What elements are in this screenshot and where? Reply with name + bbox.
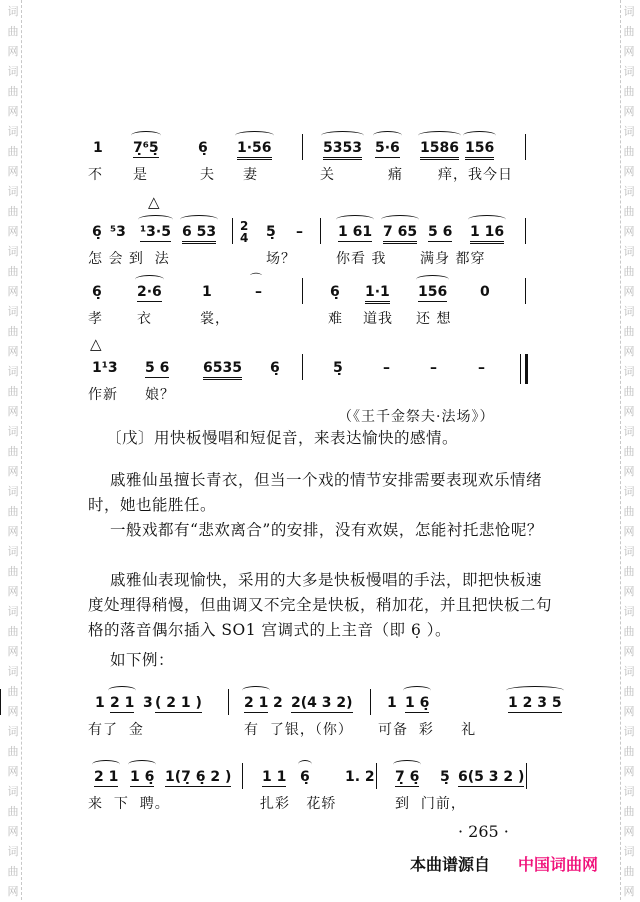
note-group: 1. 2 [345,769,375,785]
bar-line [376,763,377,789]
watermark-text: 词 曲 网 [623,665,635,718]
watermark-text: 词 曲 网 [623,485,635,538]
note-group: 7̣⁶5̣ [133,140,159,156]
note-group: 3 [143,695,153,711]
watermark-text: 词 曲 网 [623,5,635,58]
note-group: ⁵3 [110,224,126,240]
lyric-text: 场？ [266,251,296,267]
lyric-text: 关 [320,167,335,183]
bar-line [242,763,243,789]
note-group: 1 6̣ [405,695,430,711]
note-group: 156 [465,140,494,160]
note-group: – [255,284,262,300]
watermark-text: 词 曲 网 [623,185,635,238]
lyric-text: 是 [133,167,148,183]
note-group: 2 1 [110,695,135,711]
watermark-text: 词 曲 网 [7,125,19,178]
watermark-text: 词 曲 网 [623,125,635,178]
paragraph: 一般戏都有“悲欢离合”的安排，没有欢娱，怎能衬托悲怆呢？ [110,521,543,539]
watermark-text: 词 曲 网 [7,5,19,58]
paragraph: 〔戊〕用快板慢唱和短促音，来表达愉快的感情。 [106,429,459,447]
note-group: – [296,224,303,240]
watermark-text: 词 曲 网 [7,425,19,478]
lyric-text: 娘？ [145,387,175,403]
bar-line [302,134,303,160]
bar-line [526,763,527,789]
paragraph: 如下例： [110,651,175,669]
watermark-text: 词 曲 网 [7,605,19,658]
lyric-text: 来 下 聘。 [88,796,170,812]
note-group: 2 4 [240,219,249,245]
note-group: 1 2 3 5 [508,695,562,711]
note-group: – [478,360,485,376]
watermark-text: 词 曲 网 [623,845,635,898]
footer-site-link[interactable]: 中国词曲网 [518,855,599,874]
bar-line [370,689,371,715]
note-group: 5·6 [375,140,400,156]
note-group: 6(5 3 2 ) [458,769,525,785]
lyric-text: 道我 [363,311,393,327]
lyric-text: 有了 金 [88,722,144,738]
watermark-text: 词 曲 网 [623,785,635,838]
bar-line [525,218,526,244]
note-group: 6̣ [198,140,208,156]
note-group: 1(7̣ 6̣ 2 ) [165,769,232,785]
note-group: – [383,360,390,376]
lyric-text: 到 门前， [395,796,466,812]
lyric-text: 裳， [200,311,230,327]
watermark-text: 词 曲 网 [7,485,19,538]
lyric-text: 痛 [388,167,403,183]
watermark-text: 词 曲 网 [623,365,635,418]
footer-prefix: 本曲谱源自 [410,855,491,874]
bar-line [525,134,526,160]
bar-line [302,278,303,304]
note-group: – [430,360,437,376]
triangle-mark-icon: △ [90,335,102,353]
watermark-text: 词 曲 网 [7,185,19,238]
lyric-text: 难 [328,311,343,327]
note-group: 1 [95,695,105,711]
paragraph: 戚雅仙表现愉快，采用的大多是快板慢唱的手法，即把快板速度处理得稍慢，但曲调又不完全是快板，稍加花，并且把快板二句格的落音偶尔插入 SO1 宫调式的上主音（即 6̣ ）。 [88,571,553,639]
watermark-text: 词 曲 网 [7,305,19,358]
bar-line [525,278,526,304]
watermark-text: 词 曲 网 [7,665,19,718]
note-group: 5 6 [145,360,170,376]
note-group: 6 53 [182,224,216,244]
bar-line [232,218,233,244]
watermark-text: 词 曲 网 [7,545,19,598]
note-group: 1 [93,140,103,156]
note-group: 6̣ [300,769,310,785]
source-citation: （《王千金祭夫·法场》） [338,409,495,425]
lyric-text: 你看 我 [336,251,387,267]
note-group: 1·1 [365,284,390,304]
lyric-text: 有 了银，（你） [244,722,353,738]
note-group: 156 [418,284,448,300]
note-group: 1¹3 [92,360,118,376]
note-group: 5 6 [428,224,453,240]
watermark-text: 词 曲 网 [7,245,19,298]
watermark-text: 词 曲 网 [7,785,19,838]
note-group: 2(4 3 2) [291,695,353,711]
bar-line [320,218,321,244]
page-number: · 265 · [458,822,509,841]
note-group: 5353 [323,140,362,160]
note-group: 7 65 [383,224,417,244]
note-group: 1 [387,695,397,711]
lyric-text: 还 想 [416,311,452,327]
note-group: 5̣ [440,769,450,785]
note-group: 2 1 [94,769,119,785]
watermark-text: 词 曲 网 [623,245,635,298]
watermark-text: 词 曲 网 [623,65,635,118]
bar-line [228,689,229,715]
watermark-text: 词 曲 网 [623,305,635,358]
watermark-text: 词 曲 网 [623,545,635,598]
note-group: 2·6 [137,284,162,300]
lyric-text: 痒，我今日 [438,167,513,183]
lyric-text: 可备 彩 礼 [378,722,477,738]
note-group: 6535 [203,360,242,380]
lyric-text: 怎 会 到 法 [88,251,170,267]
lyric-text: 孝 [88,311,103,327]
note-group: ¹3·5 [140,224,171,240]
watermark-text: 词 曲 网 [7,365,19,418]
bar-line [0,689,1,715]
watermark-text: 词 曲 网 [623,425,635,478]
note-group: 1 61 [338,224,373,240]
lyric-text: 作新 [88,387,118,403]
watermark-text: 词 曲 网 [7,725,19,778]
note-group: 1 [202,284,212,300]
lyric-text: 妻 [243,167,258,183]
note-group: 6̣ [92,284,102,300]
note-group: 1 6̣ [130,769,155,785]
margin-divider-left [21,0,22,900]
note-group: 5̣ [333,360,343,376]
note-group: 0 [480,284,490,300]
watermark-text: 词 曲 网 [623,605,635,658]
watermark-text: 词 曲 网 [7,845,19,898]
note-group: 6̣ [270,360,280,376]
double-bar-line [520,354,528,384]
paragraph: 戚雅仙虽擅长青衣，但当一个戏的情节安排需要表现欢乐情绪时，她也能胜任。 [88,471,543,514]
lyric-text: 满身 都穿 [420,251,486,267]
fermata-icon: ⌒ [250,272,263,286]
lyric-text: 夫 [200,167,215,183]
note-group: 1·56 [237,140,272,160]
note-group: 1 16 [470,224,504,244]
watermark-text: 词 曲 网 [7,65,19,118]
note-group: 1586 [420,140,459,160]
note-group: 6̣ [330,284,340,300]
note-group: 7̣ 6̣ [395,769,420,785]
note-group: 6̣ [92,224,102,240]
lyric-text: 不 [88,167,103,183]
note-group: 5̣ [266,224,276,240]
triangle-mark-icon: △ [148,193,160,211]
watermark-text: 词 曲 网 [623,725,635,778]
lyric-text: 扎彩 花轿 [260,796,337,812]
lyric-text: 衣 [137,311,152,327]
note-group: ( 2 1 ) [155,695,202,711]
note-group: 1 1 [262,769,287,785]
bar-line [302,354,303,380]
note-group: 2 1 [244,695,269,711]
note-group: 2 [273,695,283,711]
